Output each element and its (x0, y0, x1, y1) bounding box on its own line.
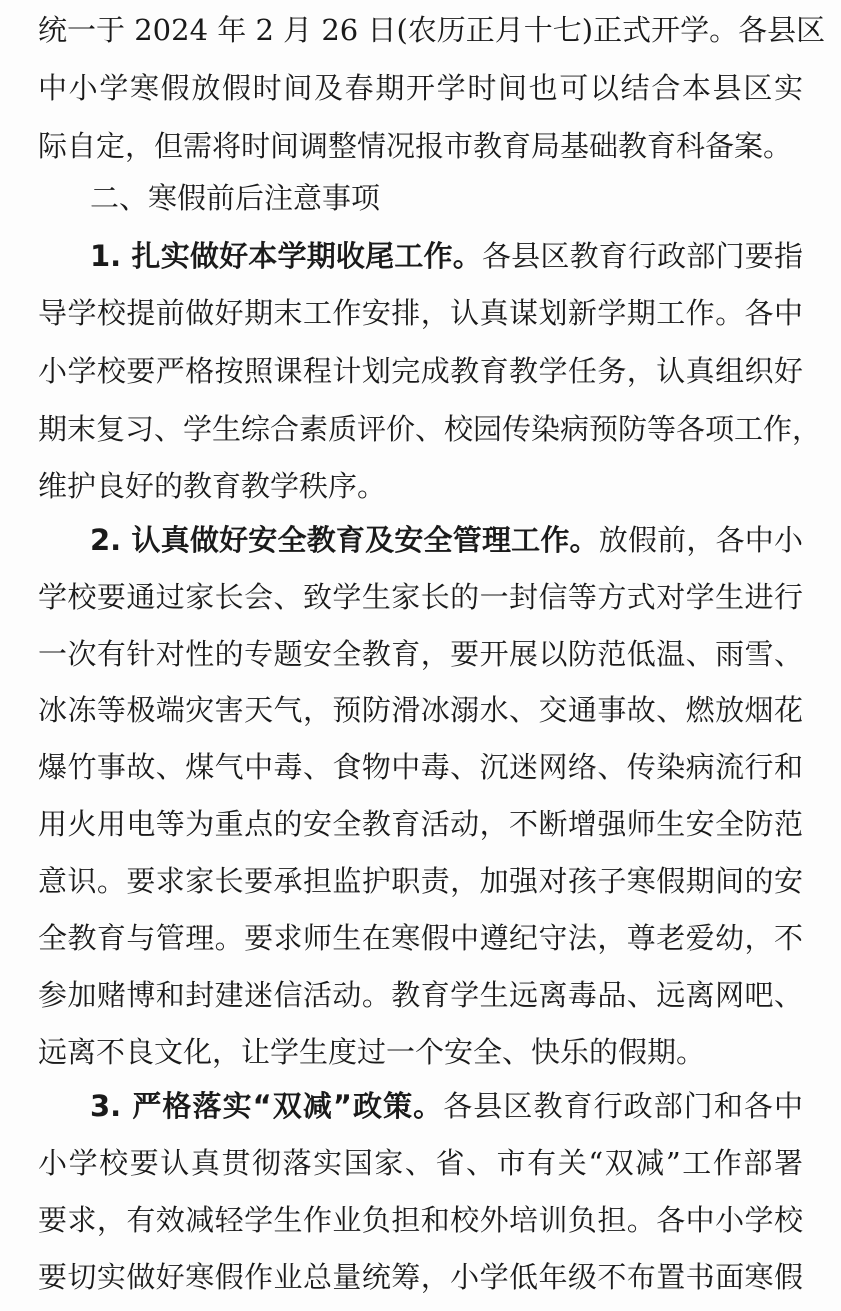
item3-title: 3. 严格落实“双减”政策。 (90, 1089, 444, 1123)
item2-line: 远离不良文化，让学生度过一个安全、快乐的假期。 (38, 1035, 706, 1069)
item2-first-line-rest: 放假前，各中小 (598, 523, 803, 557)
item2-line: 一次有针对性的专题安全教育，要开展以防范低温、雨雪、 (38, 637, 803, 671)
item1-line: 导学校提前做好期末工作安排，认真谋划新学期工作。各中 (38, 296, 803, 330)
item2-line: 爆竹事故、煤气中毒、食物中毒、沉迷网络、传染病流行和 (38, 750, 803, 784)
item3-first-line (90, 1086, 803, 1126)
item2-first-line (90, 520, 803, 560)
item2-line: 全教育与管理。要求师生在寒假中遵纪守法，尊老爱幼，不 (38, 921, 803, 955)
item1-line: 期末复习、学生综合素质评价、校园传染病预防等各项工作， (38, 412, 822, 446)
item2-title: 2. 认真做好安全教育及安全管理工作。 (90, 523, 599, 557)
item2-line: 冰冻等极端灾害天气，预防滑冰溺水、交通事故、燃放烟花 (38, 693, 803, 727)
item3-first-line-rest: 各县区教育行政部门和各中 (443, 1089, 803, 1123)
item3-line: 要切实做好寒假作业总量统筹，小学低年级不布置书面寒假 (38, 1260, 803, 1294)
item1-line: 维护良好的教育教学秩序。 (38, 469, 387, 503)
intro-line-1: 统一于 2024 年 2 月 26 日(农历正月十七)正式开学。各县区 (38, 13, 826, 47)
item2-line: 意识。要求家长要承担监护职责，加强对孩子寒假期间的安 (38, 864, 803, 898)
item2-line: 用火用电等为重点的安全教育活动，不断增强师生安全防范 (38, 807, 803, 841)
intro-line-2: 中小学寒假放假时间及春期开学时间也可以结合本县区实 (38, 71, 803, 105)
item3-line: 小学校要认真贯彻落实国家、省、市有关“双减”工作部署 (38, 1146, 803, 1180)
item1-title: 1. 扎实做好本学期收尾工作。 (90, 239, 482, 273)
item2-line: 学校要通过家长会、致学生家长的一封信等方式对学生进行 (38, 580, 803, 614)
item1-first-line-rest: 各县区教育行政部门要指 (481, 239, 803, 273)
intro-line-3: 际自定，但需将时间调整情况报市教育局基础教育科备案。 (38, 129, 793, 163)
item2-line: 参加赌博和封建迷信活动。教育学生远离毒品、远离网吧、 (38, 978, 803, 1012)
item1-line: 小学校要严格按照课程计划完成教育教学任务，认真组织好 (38, 354, 803, 388)
item1-first-line (90, 236, 803, 276)
item3-line: 要求，有效减轻学生作业负担和校外培训负担。各中小学校 (38, 1203, 803, 1237)
section-heading: 二、寒假前后注意事项 (90, 181, 381, 215)
